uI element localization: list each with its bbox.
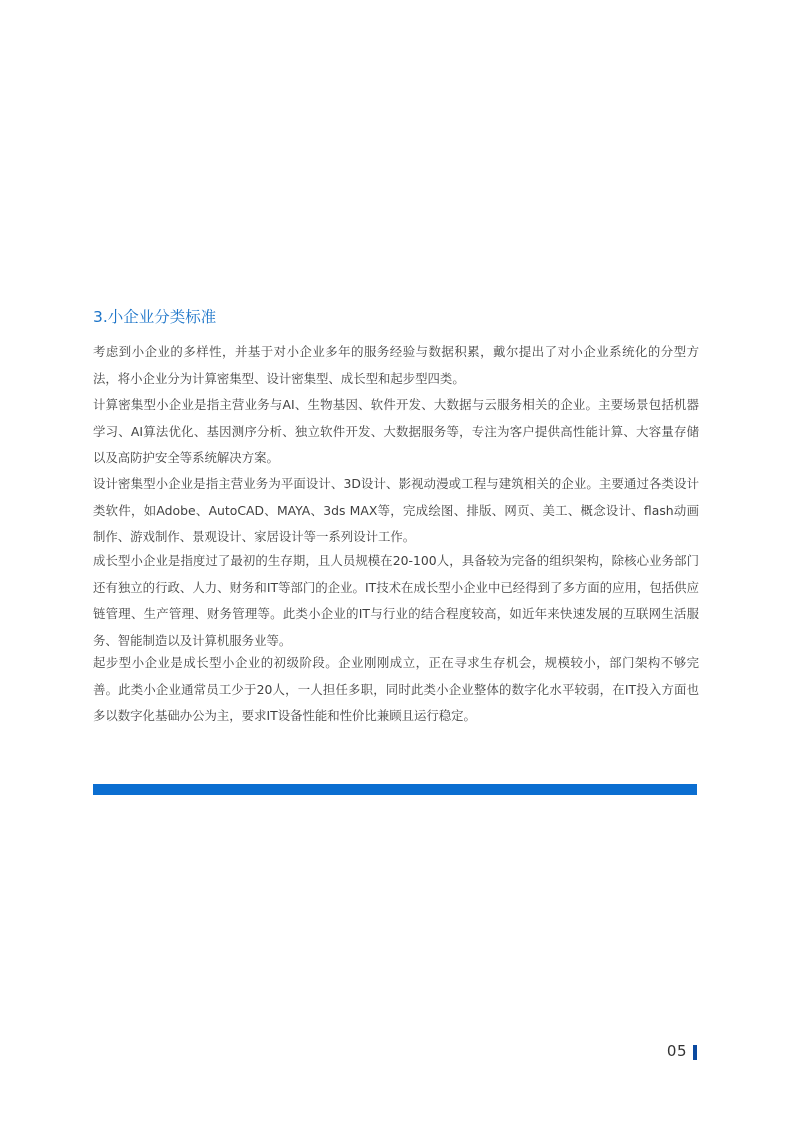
section-divider-bar	[93, 784, 697, 795]
section-title: 3.小企业分类标准	[93, 308, 217, 326]
page-marker-icon	[693, 1045, 697, 1060]
paragraph-startup-stage: 起步型小企业是成长型小企业的初级阶段。企业刚刚成立，正在寻求生存机会，规模较小，部门架构不够完善。此类小企业通常员工少于20人，一人担任多职，同时此类小企业整体的数字化水平较弱，在IT投入方面也多以数字化基础办公为主，要求IT设备性能和性价比兼顾且运行稳定。	[93, 655, 699, 723]
paragraph-compute-intensive: 计算密集型小企业是指主营业务与AI、生物基因、软件开发、大数据与云服务相关的企业。主要场景包括机器学习、AI算法优化、基因测序分析、独立软件开发、大数据服务等，专注为客户提供高性能计算、大容量存储以及高防护安全等系统解决方案。	[93, 397, 699, 465]
page-number: 05	[666, 1042, 687, 1060]
paragraph-design-intensive: 设计密集型小企业是指主营业务为平面设计、3D设计、影视动漫或工程与建筑相关的企业。主要通过各类设计类软件，如Adobe、AutoCAD、MAYA、3ds MAX等，完成绘图、排版、网页、美工、概念设计、flash动画制作、游戏制作、景观设计、家居设计等一系列设计工作。	[93, 476, 699, 544]
paragraph-growth-stage: 成长型小企业是指度过了最初的生存期，且人员规模在20-100人，具备较为完备的组织架构，除核心业务部门还有独立的行政、人力、财务和IT等部门的企业。IT技术在成长型小企业中已经得到了多方面的应用，包括供应链管理、生产管理、财务管理等。此类小企业的IT与行业的结合程度较高，如近年来快速发展的互联网生活服务、智能制造以及计算机服务业等。	[93, 553, 699, 648]
paragraph-classification-intro: 考虑到小企业的多样性，并基于对小企业多年的服务经验与数据积累，戴尔提出了对小企业系统化的分型方法，将小企业分为计算密集型、设计密集型、成长型和起步型四类。	[93, 344, 699, 386]
